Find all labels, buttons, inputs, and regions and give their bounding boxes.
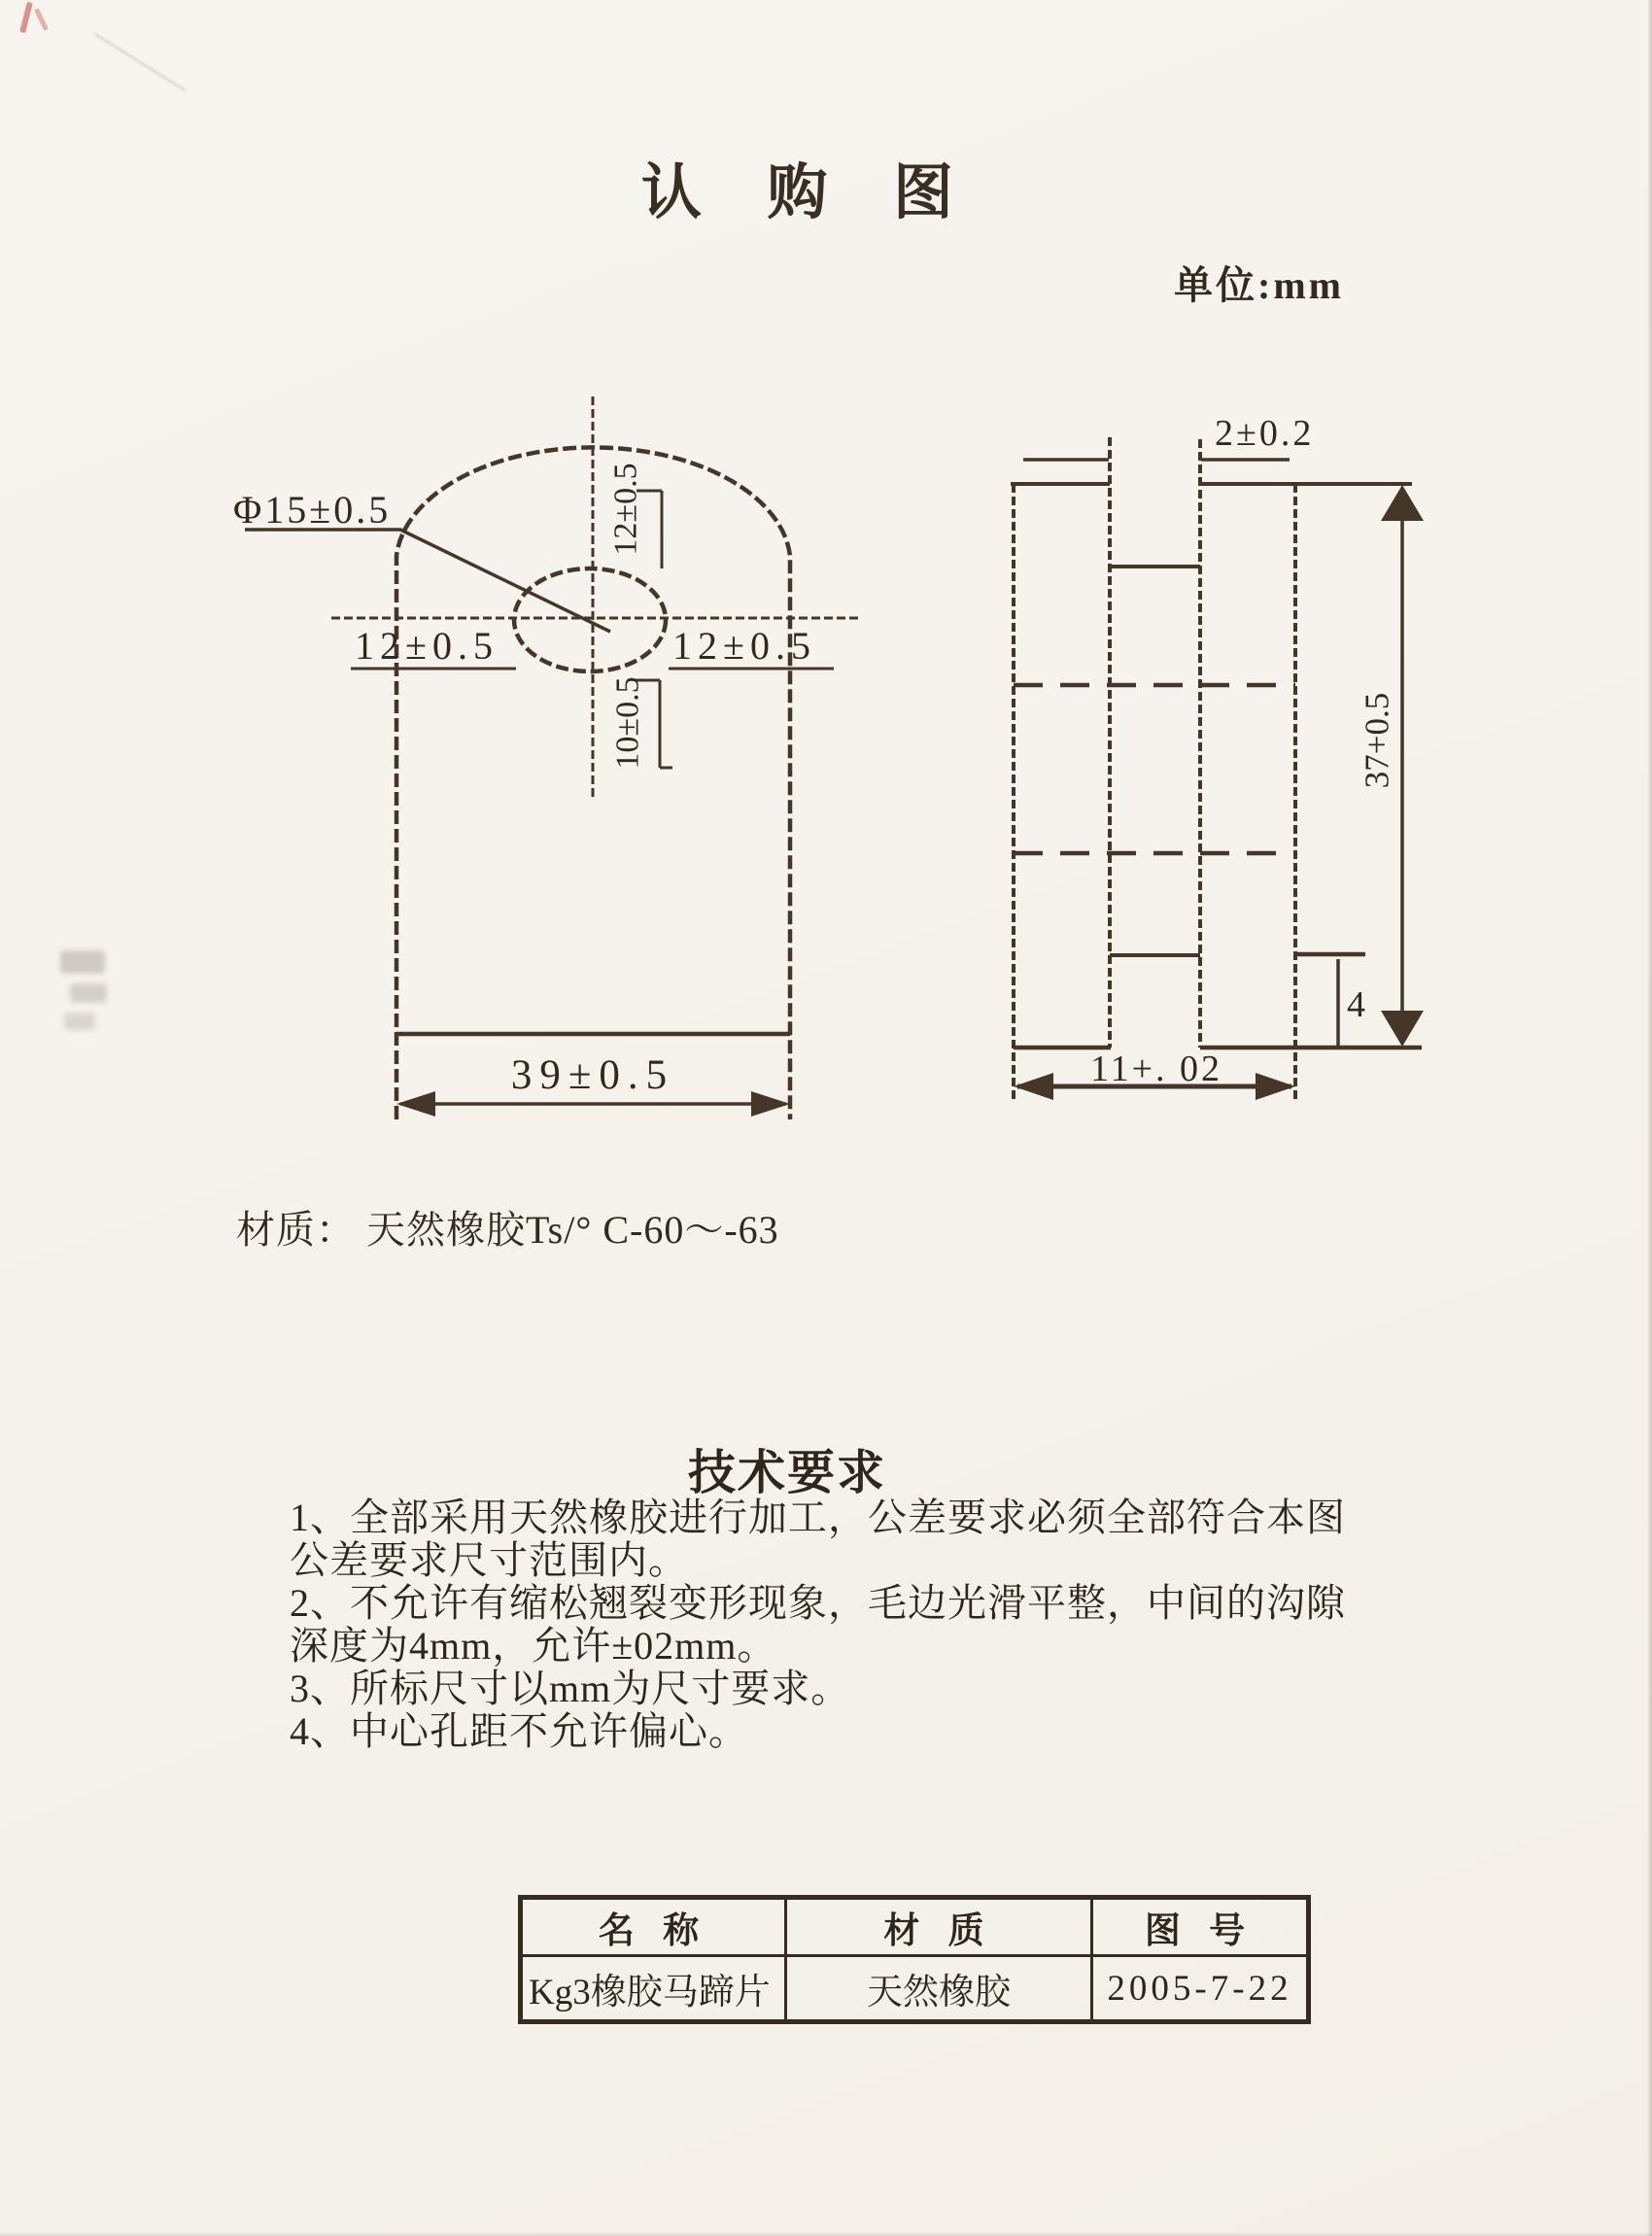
dim-groove-depth: 4: [1347, 984, 1365, 1025]
dim-thickness: 11+. 02: [1089, 1049, 1223, 1089]
tech-line-1: 1、全部采用天然橡胶进行加工，公差要求必须全部符合本图: [290, 1496, 1346, 1539]
dim-overall-width: 39±0.5: [510, 1052, 675, 1098]
dim-overall-height: 37+0.5: [1358, 692, 1396, 789]
unit-label: 单位:mm: [1174, 263, 1344, 307]
arrowhead-right: [1256, 1073, 1295, 1100]
arrowhead-up: [1381, 485, 1424, 521]
tech-line-3: 3、所标尺寸以mm为尺寸要求。: [290, 1667, 851, 1710]
tech-requirements-title: 技术要求: [688, 1446, 887, 1499]
tech-requirements: [290, 1496, 1397, 1753]
title-block-table: [518, 1895, 1311, 2024]
tech-line-1-cont: 公差要求尺寸范围内。: [290, 1538, 688, 1582]
dim-left-of-hole: 12±0.5: [355, 624, 499, 668]
part-name: Kg3橡胶马蹄片: [523, 1957, 787, 2019]
arrowhead-right: [751, 1091, 790, 1117]
arrowhead-left: [396, 1091, 435, 1117]
dim-slot-width: 2±0.2: [1215, 413, 1315, 454]
material-note: 材质： 天然橡胶Ts/° C-60～-63: [236, 1208, 779, 1252]
header-material: 材 质: [787, 1900, 1093, 1957]
header-drawing-no: 图 号: [1093, 1900, 1306, 1957]
hole-leader-line: [245, 530, 610, 632]
dim-right-of-hole: 12±0.5: [672, 624, 816, 668]
header-name: 名 称: [523, 1900, 787, 1957]
tech-line-2: 2、不允许有缩松翘裂变形现象，毛边光滑平整，中间的沟隙: [290, 1581, 1346, 1625]
arrowhead-left: [1014, 1073, 1053, 1100]
dim-center-to-top: 12±0.5: [607, 463, 644, 556]
page-title: 认 购 图: [641, 160, 980, 226]
scan-edge-shadow: [0, 2232, 1652, 2236]
part-material: 天然橡胶: [787, 1957, 1093, 2019]
dim-hole-diameter: Φ15±0.5: [233, 488, 392, 532]
drawing-number: 2005-7-22: [1107, 1968, 1292, 2009]
arrowhead-down: [1381, 1011, 1424, 1047]
tech-line-4: 4、中心孔距不允许偏心。: [290, 1709, 748, 1753]
scan-edge-shadow: [1647, 0, 1652, 2236]
dim-center-to-bottom: 10±0.5: [609, 676, 646, 770]
tech-line-2-cont: 深度为4mm，允许±02mm。: [290, 1624, 777, 1668]
